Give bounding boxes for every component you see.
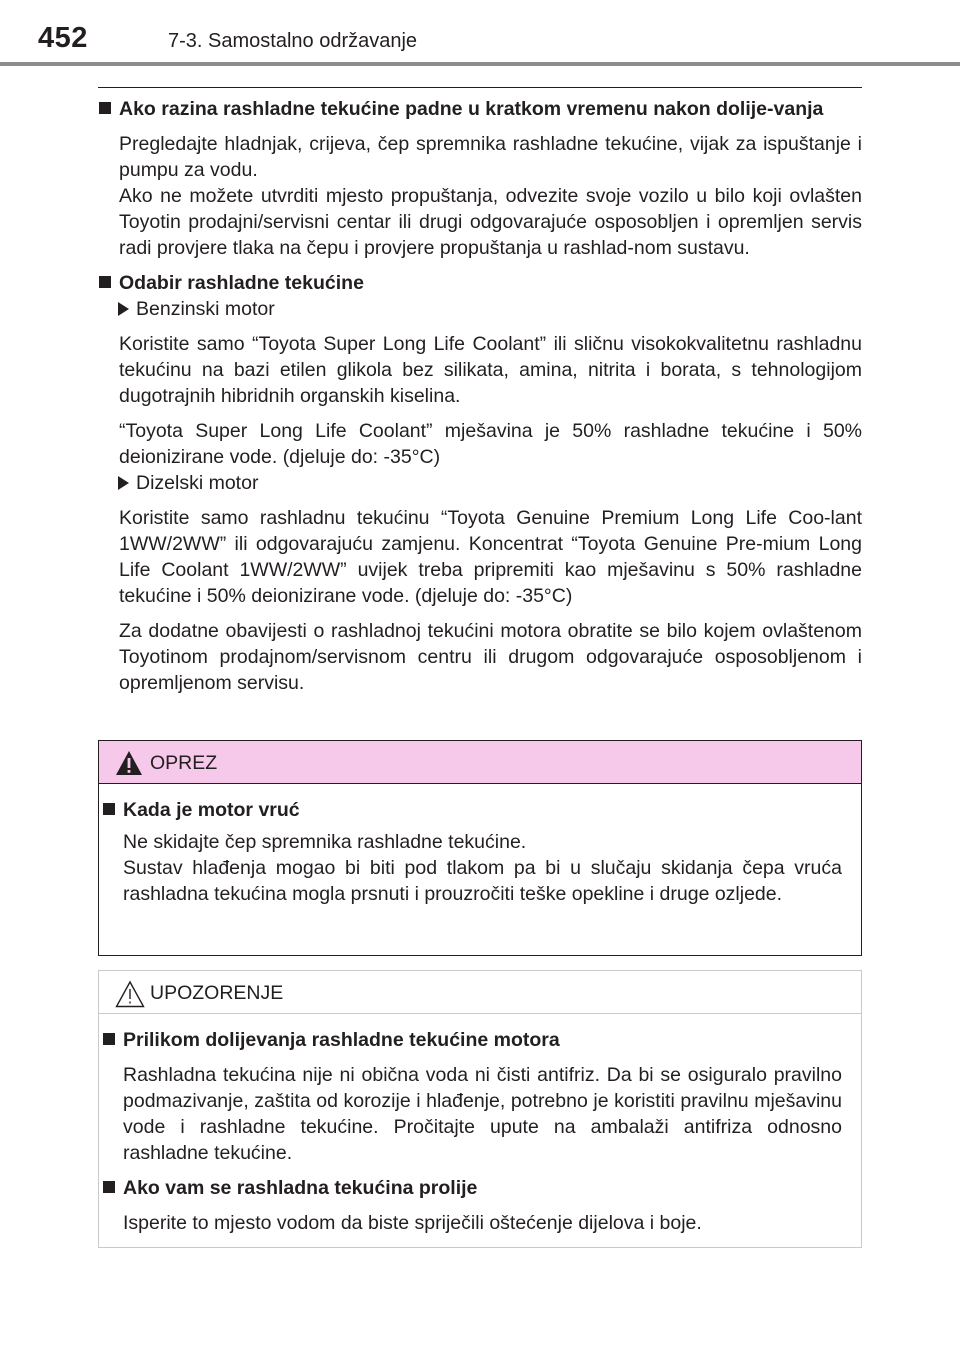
paragraph: Ne skidajte čep spremnika rashladne tekućine.: [123, 831, 527, 853]
paragraph: Za dodatne obavijesti o rashladnoj tekućini motora obratite se bilo kojem ovlaštenom Toyotinom prodajnom/servisnom centru ili drugom odgovarajuće osposobljenom i opremljenom servisu.: [119, 620, 862, 694]
subheading-diesel-engine: Dizelski motor: [98, 470, 862, 496]
warning-triangle-icon: [115, 750, 143, 776]
warning-outline-icon: [115, 980, 145, 1008]
warning-box: [98, 970, 862, 1248]
section-title: 7-3. Samostalno održavanje: [168, 30, 418, 52]
main-content: [98, 96, 862, 696]
square-bullet-icon: [103, 1181, 115, 1193]
page-header: [0, 0, 960, 66]
paragraph: Isperite to mjesto vodom da biste spriječili oštećenje dijelova i boje.: [123, 1212, 702, 1234]
caution-title: OPREZ: [150, 752, 218, 774]
page-number: 452: [38, 22, 88, 54]
square-bullet-icon: [103, 803, 115, 815]
subheading-petrol-engine: Benzinski motor: [98, 296, 862, 322]
paragraph: Ako ne možete utvrditi mjesto propuštanja, odvezite svoje vozilo u bilo koji ovlašten Toyotin prodajni/servisni centar ili drugi odgovarajuće osposobljen i opremljen servis radi provjere tlaka na čepu i provjere propuštanja u rashlad-nom sustavu.: [119, 185, 862, 259]
warning-header: [99, 971, 861, 1014]
warning-title: UPOZORENJE: [150, 982, 284, 1004]
paragraph: Koristite samo rashladnu tekućinu “Toyota Genuine Premium Long Life Coo-lant 1WW/2WW” ili odgovarajuću zamjenu. Koncentrat “Toyota Genuine Pre-mium Long Life Coolant 1WW/2WW” uvijek treba pripremiti kao mješavinu s 50% rashladne tekućine i 50% deionizirane vode. (djeluje do: -35°C): [119, 507, 862, 607]
paragraph: Pregledajte hladnjak, crijeva, čep spremnika rashladne tekućine, vijak za ispuštanje i pumpu za vodu.: [119, 133, 862, 181]
warning-heading-spill: Ako vam se rashladna tekućina prolije: [102, 1175, 842, 1201]
caution-body: [99, 797, 842, 907]
square-bullet-icon: [99, 276, 111, 288]
warning-heading-refill: Prilikom dolijevanja rashladne tekućine motora: [102, 1027, 842, 1053]
paragraph: Rashladna tekućina nije ni obična voda ni čisti antifriz. Da bi se osiguralo pravilno podmazivanje, zaštita od korozije i hlađenje, potrebno je koristiti pravilnu mješavinu vode i rashladne tekućine. Pročitajte upute na ambalaži antifriza odnosno rashladne tekućine.: [123, 1064, 842, 1164]
warning-body: [99, 1027, 842, 1236]
caution-box: [98, 740, 862, 956]
square-bullet-icon: [103, 1033, 115, 1045]
triangle-bullet-icon: [118, 302, 129, 316]
caution-heading: Kada je motor vruć: [102, 797, 842, 823]
paragraph: Sustav hlađenja mogao bi biti pod tlakom pa bi u slučaju skidanja čepa vruća rashladna tekućina mogla prsnuti i prouzročiti teške opekline i druge ozljede.: [123, 857, 842, 905]
top-rule: [98, 87, 862, 88]
section-heading-coolant-selection: Odabir rashladne tekućine: [98, 270, 862, 296]
paragraph: Koristite samo “Toyota Super Long Life Coolant” ili sličnu visokokvalitetnu rashladnu tekućinu na bazi etilen glikola bez silikata, amina, nitrita i borata, s tehnologijom dugotrajnih hibridnih organskih kiselina.: [119, 333, 862, 407]
caution-header: [99, 741, 861, 784]
header-rule: [0, 62, 960, 66]
square-bullet-icon: [99, 102, 111, 114]
paragraph: “Toyota Super Long Life Coolant” mješavina je 50% rashladne tekućine i 50% deionizirane vode. (djeluje do: -35°C): [119, 420, 862, 468]
triangle-bullet-icon: [118, 476, 129, 490]
section-heading-coolant-drop: Ako razina rashladne tekućine padne u kratkom vremenu nakon dolije-vanja: [98, 96, 862, 122]
